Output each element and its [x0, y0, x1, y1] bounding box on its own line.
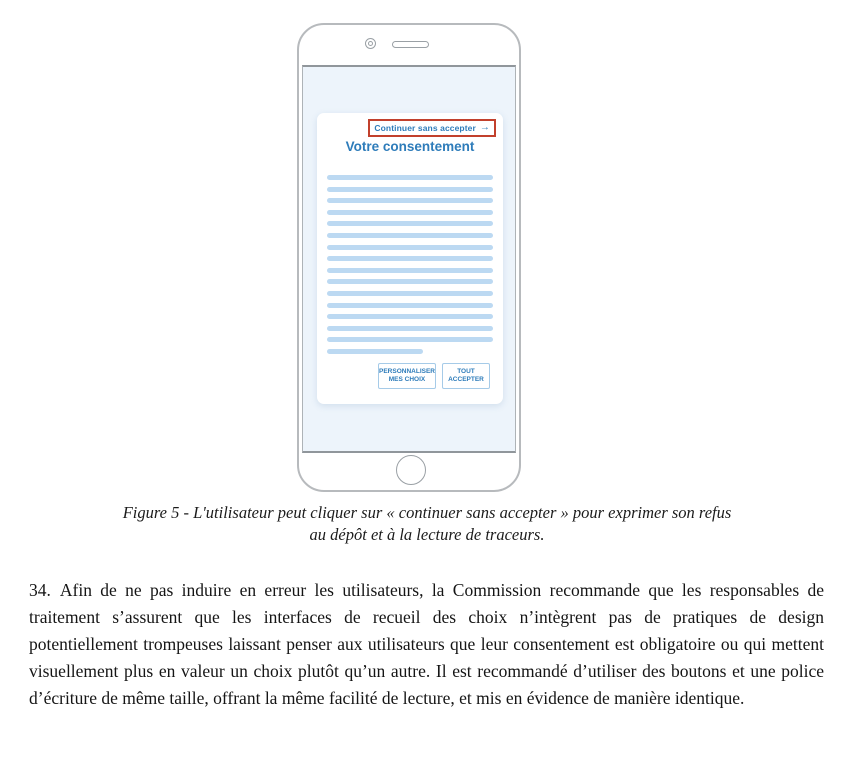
- text-placeholder-line: [327, 314, 493, 319]
- phone-mockup: [297, 23, 521, 492]
- text-placeholder-line: [327, 233, 493, 238]
- text-placeholder-line: [327, 291, 493, 296]
- text-placeholder-line: [327, 187, 493, 192]
- consent-actions: [378, 363, 490, 389]
- text-placeholder-line-short: [327, 349, 423, 354]
- paragraph-34: [29, 577, 824, 712]
- text-placeholder-line: [327, 221, 493, 226]
- figure-caption: [0, 502, 854, 546]
- text-placeholder-line: [327, 175, 493, 180]
- home-button[interactable]: [396, 455, 426, 485]
- camera-icon: [365, 38, 376, 49]
- figure-caption-line2: au dépôt et à la lecture de traceurs.: [309, 525, 545, 544]
- text-placeholder-line: [327, 303, 493, 308]
- text-placeholder-line: [327, 279, 493, 284]
- text-placeholder-line: [327, 326, 493, 331]
- text-placeholder-line: [327, 245, 493, 250]
- phone-screen: [302, 65, 516, 453]
- text-placeholder-line: [327, 268, 493, 273]
- continue-without-accepting-link[interactable]: [368, 119, 496, 137]
- figure-caption-line1: Figure 5 - L'utilisateur peut cliquer sur « continuer sans accepter » pour exprimer son refus: [122, 503, 732, 522]
- text-placeholder-line: [327, 256, 493, 261]
- paragraph-number: 34.: [29, 580, 51, 600]
- continue-link-label: Continuer sans accepter: [374, 123, 476, 133]
- text-placeholder-line: [327, 210, 493, 215]
- personalize-choices-button[interactable]: PERSONNALISER MES CHOIX: [378, 363, 436, 389]
- arrow-right-icon: →: [479, 122, 490, 133]
- speaker-icon: [392, 41, 429, 48]
- consent-title: Votre consentement: [345, 139, 475, 154]
- paragraph-text: Afin de ne pas induire en erreur les utilisateurs, la Commission recommande que les responsables de traitement s’assurent que les interfaces de recueil des choix n’intègrent pas de pratiques de design potentiellement trompeuses laissant penser aux utilisateurs que leur consentement est obligatoire ou qui mettent visuellement plus en valeur un choix plutôt qu’un autre. Il est recommandé d’utiliser des boutons et une police d’écriture de même taille, offrant la même facilité de lecture, et mis en évidence de manière identique.: [29, 580, 824, 708]
- text-placeholder: [327, 175, 493, 361]
- text-placeholder-line: [327, 198, 493, 203]
- accept-all-button[interactable]: TOUT ACCEPTER: [442, 363, 490, 389]
- consent-modal: [317, 113, 503, 404]
- text-placeholder-line: [327, 337, 493, 342]
